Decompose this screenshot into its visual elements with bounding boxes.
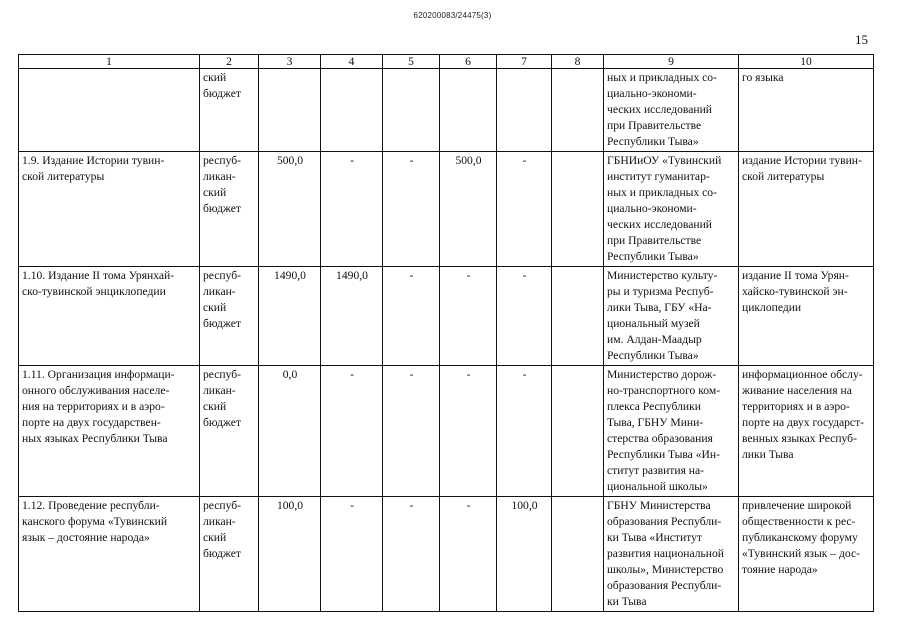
responsible-executor-cell: Министерство культу- ры и туризма Респуб- лики Тыва, ГБУ «На- циональный музей им. Алдан-Маадыр Республики Тыва»	[604, 267, 739, 366]
year-amount-cell: -	[497, 267, 552, 366]
funding-source-cell: респуб- ликан- ский бюджет	[200, 366, 259, 497]
total-amount-cell: 1490,0	[259, 267, 321, 366]
total-amount-cell: 500,0	[259, 152, 321, 267]
responsible-executor-cell: ных и прикладных со- циально-экономи- ческих исследований при Правительстве Республики Тыва»	[604, 69, 739, 152]
measure-name-cell	[19, 69, 200, 152]
document-id: 620200083/24475(3)	[413, 11, 492, 20]
year-amount-cell: -	[321, 366, 383, 497]
column-number: 10	[739, 55, 874, 69]
funding-source-cell: респуб- ликан- ский бюджет	[200, 497, 259, 612]
column-number: 8	[552, 55, 604, 69]
measure-name-cell: 1.11. Организация информаци- онного обслуживания населе- ния на территориях и в аэро- порте на двух государствен- ных языках Республики Тыва	[19, 366, 200, 497]
year-amount-cell	[552, 366, 604, 497]
year-amount-cell: -	[497, 366, 552, 497]
table-row	[19, 267, 874, 366]
column-number: 6	[440, 55, 497, 69]
total-amount-cell: 100,0	[259, 497, 321, 612]
expected-result-cell: издание Истории тувин- ской литературы	[739, 152, 874, 267]
total-amount-cell: 0,0	[259, 366, 321, 497]
funding-source-cell: ский бюджет	[200, 69, 259, 152]
table-row	[19, 69, 874, 152]
year-amount-cell	[552, 267, 604, 366]
year-amount-cell	[552, 497, 604, 612]
column-number: 9	[604, 55, 739, 69]
funding-source-cell: респуб- ликан- ский бюджет	[200, 152, 259, 267]
year-amount-cell: -	[497, 152, 552, 267]
program-table	[18, 54, 874, 612]
year-amount-cell	[552, 152, 604, 267]
year-amount-cell	[440, 69, 497, 152]
year-amount-cell: -	[440, 366, 497, 497]
year-amount-cell: 100,0	[497, 497, 552, 612]
year-amount-cell: -	[383, 497, 440, 612]
responsible-executor-cell: ГБНУ Министерства образования Республи- ки Тыва «Институт развития национальной школы», Министерство образования Республи- ки Тыва	[604, 497, 739, 612]
expected-result-cell: издание II тома Урян- хайско-тувинской эн- циклопедии	[739, 267, 874, 366]
funding-source-cell: респуб- ликан- ский бюджет	[200, 267, 259, 366]
table-row	[19, 497, 874, 612]
year-amount-cell: -	[440, 267, 497, 366]
year-amount-cell: -	[383, 366, 440, 497]
column-number: 4	[321, 55, 383, 69]
expected-result-cell: привлечение широкой общественности к рес- публиканскому форуму «Тувинский язык – дос- тояние народа»	[739, 497, 874, 612]
responsible-executor-cell: ГБНИиОУ «Тувинский институт гуманитар- ных и прикладных со- циально-экономи- ческих исследований при Правительстве Республики Тыва»	[604, 152, 739, 267]
measure-name-cell: 1.12. Проведение республи- канского форума «Тувинский язык – достояние народа»	[19, 497, 200, 612]
table-row	[19, 152, 874, 267]
expected-result-cell: информационное обслу- живание населения на территориях и в аэро- порте на двух государст- венных языках Респуб- лики Тыва	[739, 366, 874, 497]
expected-result-cell: го языка	[739, 69, 874, 152]
column-number: 3	[259, 55, 321, 69]
responsible-executor-cell: Министерство дорож- но-транспортного ком- плекса Республики Тыва, ГБНУ Мини- стерства образования Республики Тыва «Ин- ститут развития на- циональной школы»	[604, 366, 739, 497]
page-number: 15	[855, 32, 868, 47]
year-amount-cell: 1490,0	[321, 267, 383, 366]
total-amount-cell	[259, 69, 321, 152]
measure-name-cell: 1.9. Издание Истории тувин- ской литературы	[19, 152, 200, 267]
year-amount-cell	[552, 69, 604, 152]
year-amount-cell	[383, 69, 440, 152]
year-amount-cell: -	[440, 497, 497, 612]
table-row	[19, 366, 874, 497]
year-amount-cell: -	[383, 152, 440, 267]
year-amount-cell: 500,0	[440, 152, 497, 267]
year-amount-cell: -	[383, 267, 440, 366]
measure-name-cell: 1.10. Издание II тома Урянхай- ско-тувинской энциклопедии	[19, 267, 200, 366]
year-amount-cell: -	[321, 497, 383, 612]
column-number: 5	[383, 55, 440, 69]
column-number: 1	[19, 55, 200, 69]
year-amount-cell	[321, 69, 383, 152]
year-amount-cell: -	[321, 152, 383, 267]
column-number: 7	[497, 55, 552, 69]
column-number: 2	[200, 55, 259, 69]
column-number-row	[19, 55, 874, 69]
year-amount-cell	[497, 69, 552, 152]
